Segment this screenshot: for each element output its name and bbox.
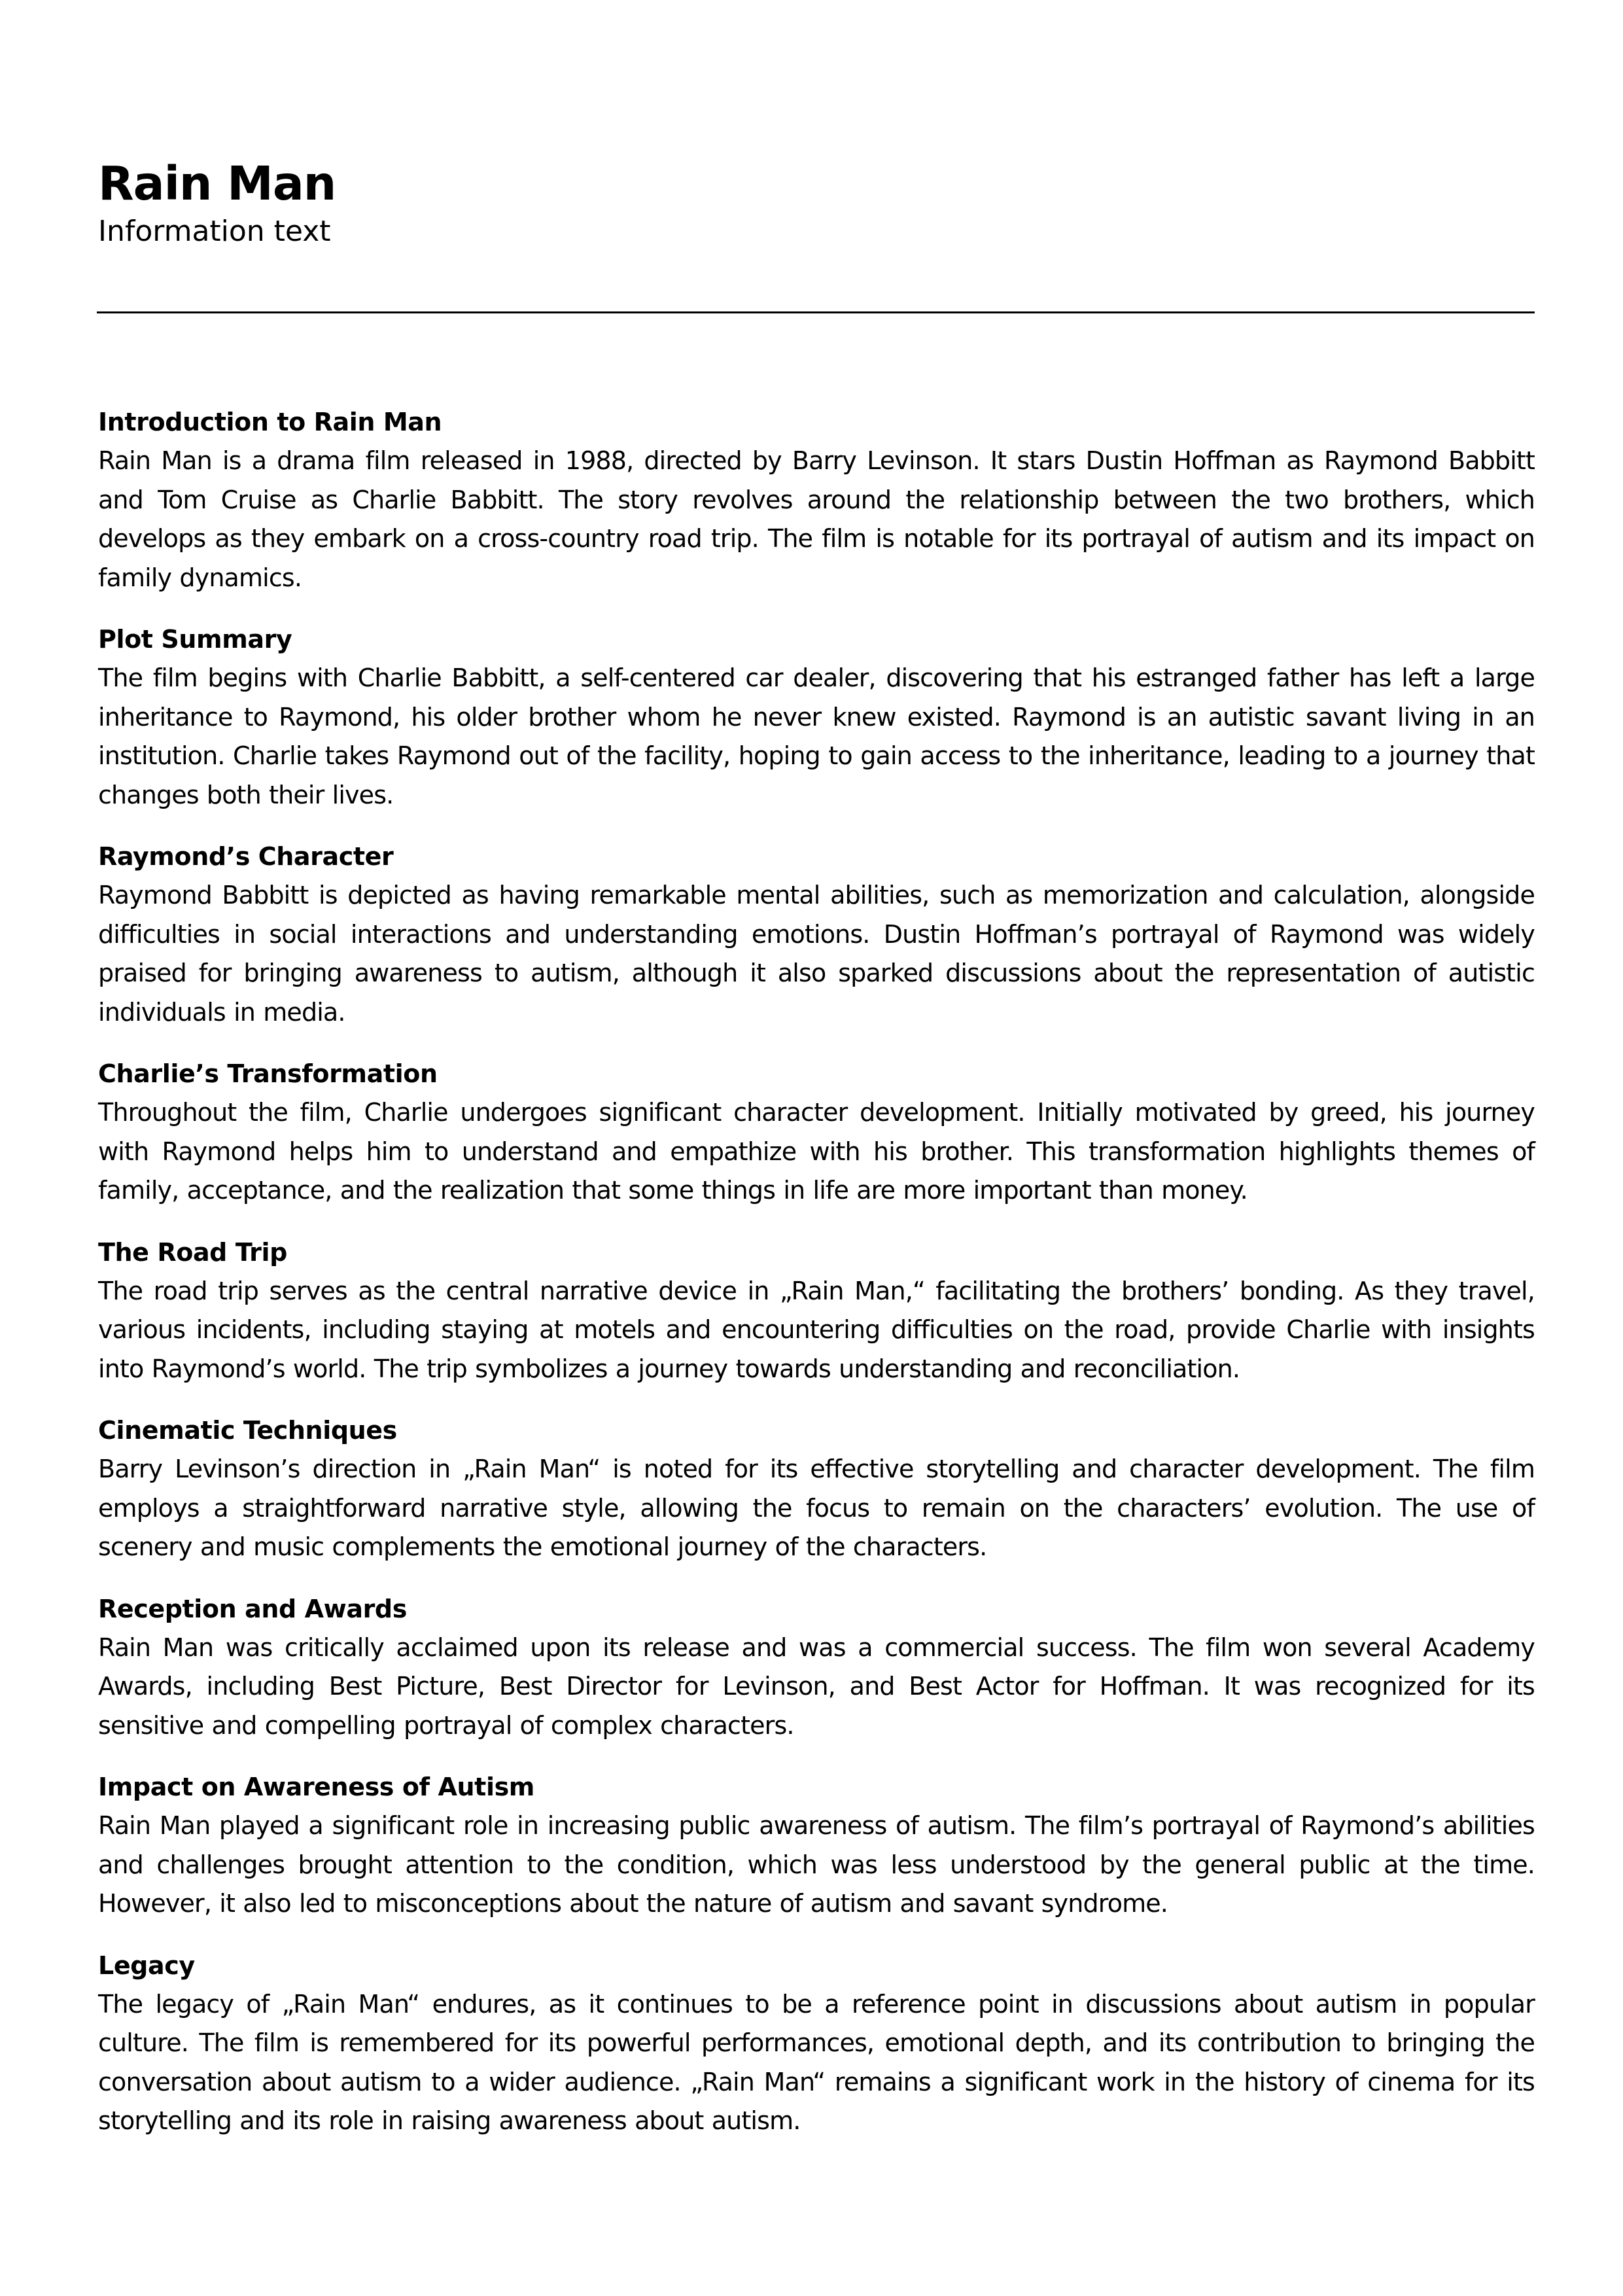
section-legacy — [98, 1946, 1535, 2141]
section-paragraph: Rain Man was critically acclaimed upon its release and was a commercial success. The film won several Academy Awards, including Best Picture, Best Director for Levinson, and Best Actor for Hoffman. It was recognized for its sensitive and compelling portrayal of complex characters. — [98, 1633, 1535, 1740]
section-heading: Plot Summary — [98, 625, 292, 654]
section-heading: Cinematic Techniques — [98, 1416, 397, 1445]
section-introduction — [98, 402, 1535, 597]
section-cinematic-techniques — [98, 1411, 1535, 1567]
section-heading: Legacy — [98, 1951, 195, 1980]
document-subtitle: Information text — [98, 215, 331, 248]
section-paragraph: The legacy of „Rain Man“ endures, as it continues to be a reference point in discussions about autism in popular culture. The film is remembered for its powerful performances, emotional depth, and its contribution to bringing the conversation about autism to a wider audience. „Rain Man“ remains a significant work in the history of cinema for its storytelling and its role in raising awareness about autism. — [98, 1989, 1535, 2135]
section-raymonds-character — [98, 837, 1535, 1032]
document-body — [98, 402, 1535, 2163]
section-paragraph: Rain Man is a drama film released in 1988, directed by Barry Levinson. It stars Dustin Hoffman as Raymond Babbitt and Tom Cruise as Charlie Babbitt. The story revolves around the relationship between the two brothers, which develops as they embark on a cross-country road trip. The film is notable for its portrayal of autism and its impact on family dynamics. — [98, 446, 1535, 592]
section-plot-summary — [98, 620, 1535, 815]
section-heading: Raymond’s Character — [98, 842, 394, 871]
section-paragraph: Raymond Babbitt is depicted as having remarkable mental abilities, such as memorization and calculation, alongside difficulties in social interactions and understanding emotions. Dustin Hoffman’s portrayal of Raymond was widely praised for bringing awareness to autism, although it also sparked discussions about the representation of autistic individuals in media. — [98, 881, 1535, 1027]
section-reception-awards — [98, 1589, 1535, 1746]
section-paragraph: Throughout the film, Charlie undergoes significant character development. Initially motivated by greed, his journey with Raymond helps him to understand and empathize with his brother. This transformation highlights themes of family, acceptance, and the realization that some things in life are more important than money. — [98, 1098, 1535, 1205]
section-heading: Charlie’s Transformation — [98, 1059, 438, 1088]
section-heading: Introduction to Rain Man — [98, 408, 442, 436]
section-paragraph: The film begins with Charlie Babbitt, a self-centered car dealer, discovering that his estranged father has left a large inheritance to Raymond, his older brother whom he never knew existed. Raymond is an autistic savant living in an institution. Charlie takes Raymond out of the facility, hoping to gain access to the inheritance, leading to a journey that changes both their lives. — [98, 663, 1535, 809]
section-paragraph: Barry Levinson’s direction in „Rain Man“ is noted for its effective storytelling and character development. The film employs a straightforward narrative style, allowing the focus to remain on the characters’ evolution. The use of scenery and music complements the emotional journey of the characters. — [98, 1455, 1535, 1561]
section-heading: Reception and Awards — [98, 1594, 407, 1623]
section-paragraph: The road trip serves as the central narrative device in „Rain Man,“ facilitating the brothers’ bonding. As they travel, various incidents, including staying at motels and encountering difficulties on the road, provide Charlie with insights into Raymond’s world. The trip symbolizes a journey towards understanding and reconciliation. — [98, 1276, 1535, 1383]
section-heading: The Road Trip — [98, 1237, 287, 1267]
section-road-trip — [98, 1233, 1535, 1389]
section-charlies-transformation — [98, 1054, 1535, 1210]
section-autism-awareness — [98, 1767, 1535, 1924]
section-heading: Impact on Awareness of Autism — [98, 1773, 534, 1801]
section-paragraph: Rain Man played a significant role in increasing public awareness of autism. The film’s portrayal of Raymond’s abilities and challenges brought attention to the condition, which was less understood by the general public at the time. However, it also led to misconceptions about the nature of autism and savant syndrome. — [98, 1811, 1535, 1918]
document-title: Rain Man — [98, 156, 336, 211]
title-divider — [97, 311, 1535, 313]
